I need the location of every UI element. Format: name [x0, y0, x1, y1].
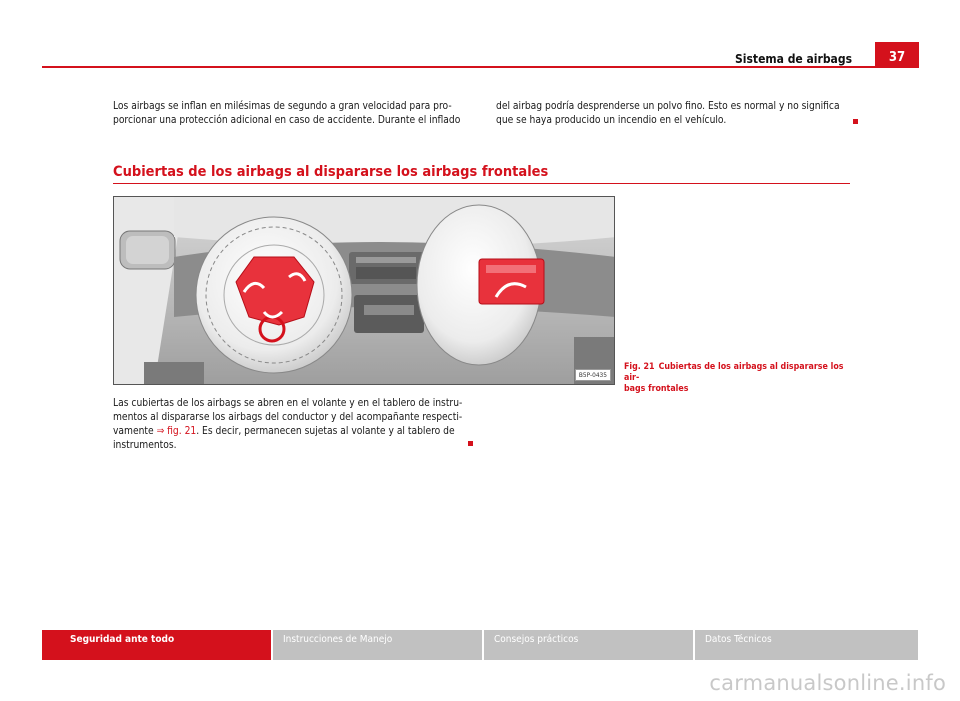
intro-right-paragraph — [496, 100, 858, 128]
figure-caption — [624, 362, 854, 395]
body-line-2: mentos al dispararse los airbags del conductor y del acompañante respecti- — [113, 412, 463, 423]
figure-caption-label: Fig. 21 — [624, 362, 655, 372]
header-title: Sistema de airbags — [735, 52, 852, 66]
tab-datos-tecnicos[interactable]: Datos Técnicos — [695, 630, 918, 660]
body-line-1: Las cubiertas de los airbags se abren en el volante y en el tablero de instru- — [113, 398, 463, 409]
body-line-3-suffix: . Es decir, permanecen sujetas al volante y al tablero de — [196, 426, 455, 437]
body-line-3-prefix: vamente — [113, 426, 157, 437]
intro-left-line-1: Los airbags se inflan en milésimas de segundo a gran velocidad para pro- — [113, 101, 452, 112]
watermark: carmanualsonline.info — [709, 671, 946, 695]
body-line-3 — [113, 425, 475, 439]
figure-code: B5P-0435 — [575, 369, 611, 381]
tab-seguridad[interactable]: Seguridad ante todo — [42, 630, 271, 660]
airbag-illustration — [114, 197, 615, 385]
end-marker-intro — [853, 119, 858, 124]
intro-left-paragraph — [113, 100, 473, 128]
figure-caption-line-1: Cubiertas de los airbags al dispararse los air- — [624, 362, 844, 383]
intro-left-line-2: porcionar una protección adicional en caso de accidente. Durante el inflado — [113, 115, 461, 126]
figure-airbag-covers — [113, 196, 615, 385]
footer-navigation — [42, 630, 918, 660]
tab-consejos[interactable]: Consejos prácticos — [484, 630, 693, 660]
end-marker-body — [468, 441, 473, 446]
header-rule — [42, 66, 875, 68]
body-line-4: instrumentos. — [113, 440, 177, 451]
intro-right-line-1: del airbag podría desprenderse un polvo fino. Esto es normal y no significa — [496, 101, 840, 112]
section-rule — [113, 183, 850, 184]
tab-instrucciones[interactable]: Instrucciones de Manejo — [273, 630, 482, 660]
figure-caption-line-2: bags frontales — [624, 384, 689, 394]
figure-reference-link[interactable]: ⇒ fig. 21 — [156, 426, 197, 437]
section-title: Cubiertas de los airbags al dispararse los airbags frontales — [113, 164, 549, 180]
page-number: 37 — [875, 42, 919, 68]
intro-right-line-2 — [496, 114, 858, 128]
intro-right-line-2-text: que se haya producido un incendio en el vehículo. — [496, 115, 727, 126]
body-paragraph — [113, 397, 475, 453]
